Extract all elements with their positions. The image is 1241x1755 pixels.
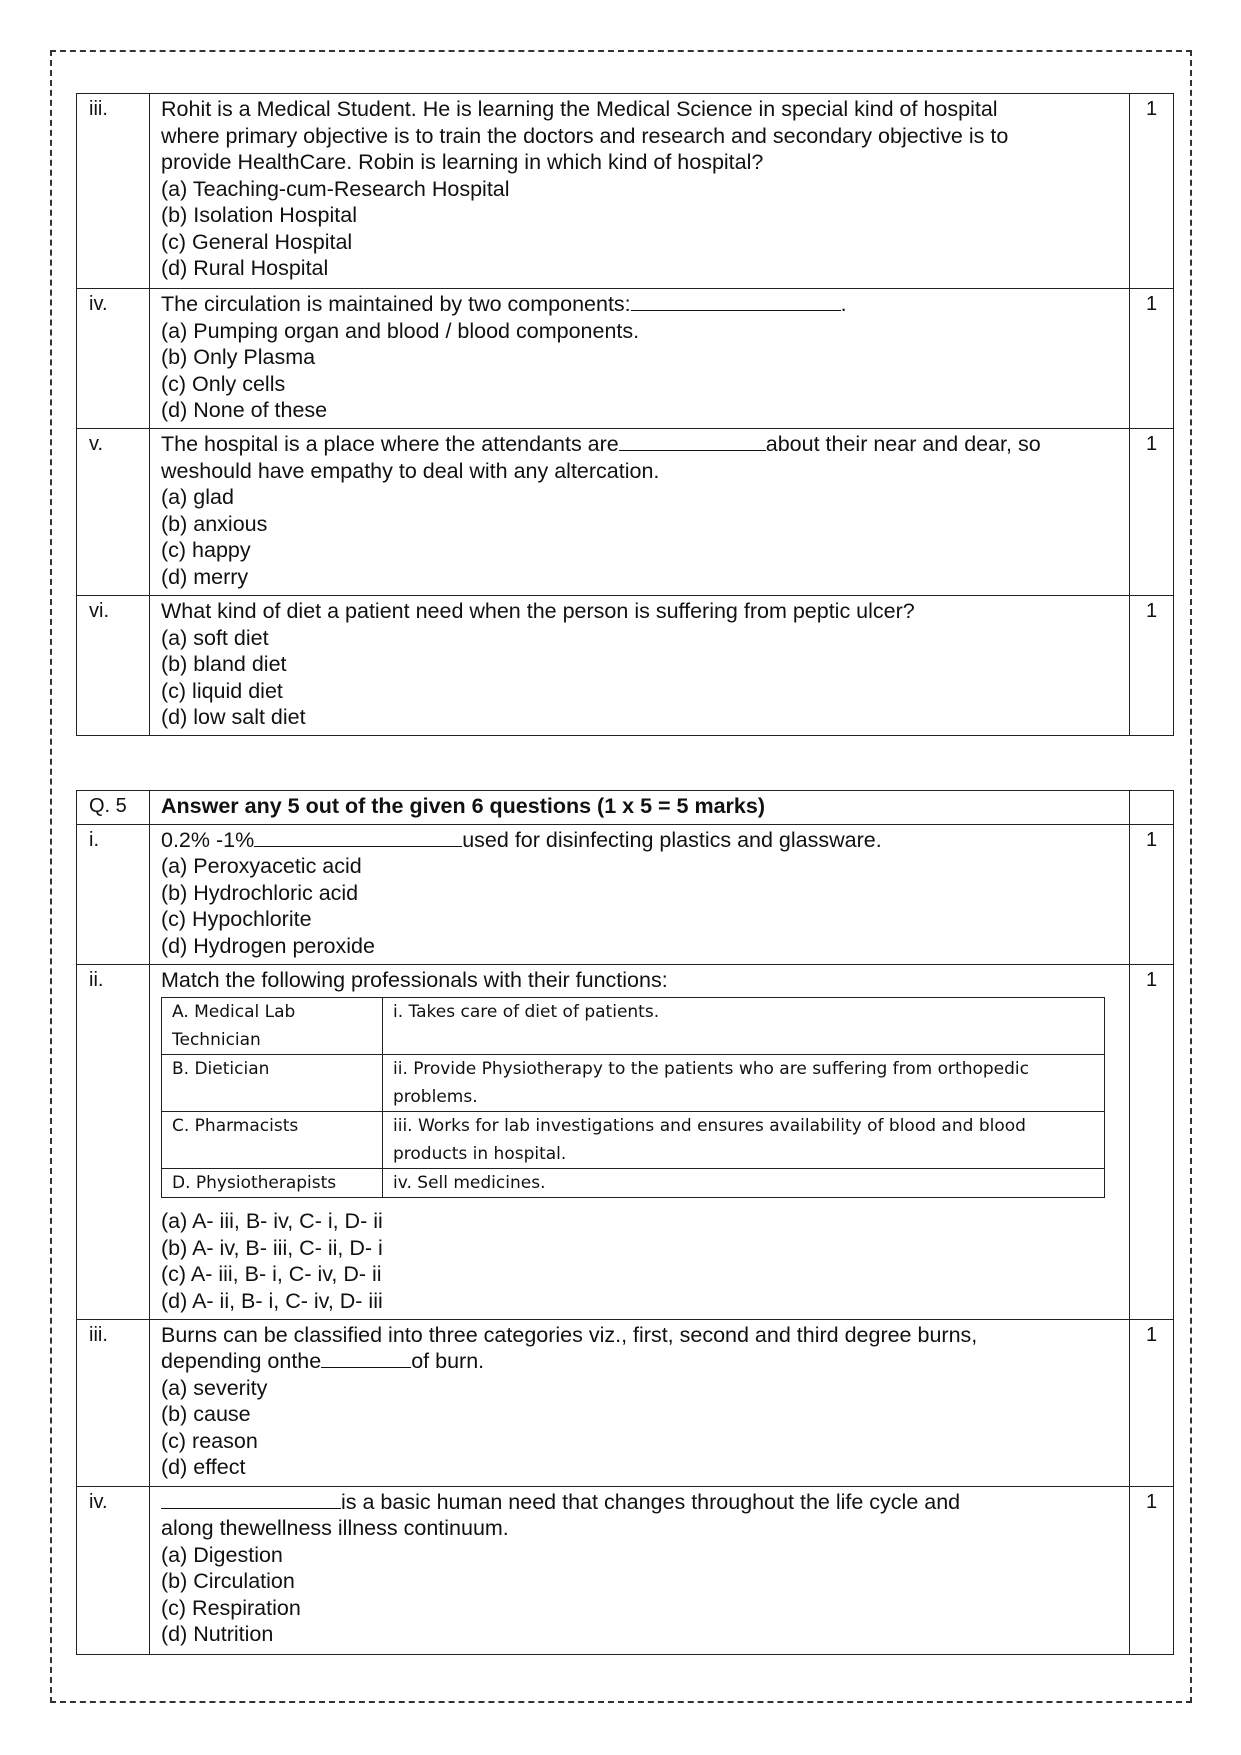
question-text-line <box>161 291 1119 318</box>
answer-option: (a) A- iii, B- iv, C- i, D- ii <box>161 1209 383 1233</box>
question-text: is a basic human need that changes throughout the life cycle and <box>341 1489 961 1514</box>
question-text-line <box>161 827 1119 854</box>
section-heading: Answer any 5 out of the given 6 questions (1 x 5 = 5 marks) <box>150 791 1130 825</box>
match-row <box>162 1112 1105 1169</box>
question-number: iii. <box>77 94 150 289</box>
question-body <box>150 596 1130 736</box>
question-text-line: Burns can be classified into three categories viz., first, second and third degree burns, <box>161 1322 978 1347</box>
question-row <box>77 429 1174 596</box>
answer-blank <box>321 1349 411 1368</box>
question-text: The circulation is maintained by two components: <box>161 292 631 316</box>
answer-option: (b) bland diet <box>161 652 287 676</box>
answer-option: (b) Hydrochloric acid <box>161 880 359 905</box>
match-row <box>162 1055 1105 1112</box>
question-text-line <box>161 1489 1119 1516</box>
question-table-2 <box>76 790 1174 1655</box>
answer-option: (b) Circulation <box>161 1569 295 1593</box>
question-row <box>77 964 1174 1319</box>
answer-option: (d) low salt diet <box>161 705 306 729</box>
answer-option: (d) Nutrition <box>161 1622 274 1646</box>
answer-option: (c) happy <box>161 538 251 562</box>
question-mark: 1 <box>1130 429 1174 596</box>
question-text-line: where primary objective is to train the doctors and research and secondary objective is to <box>161 123 1009 148</box>
answer-option: (d) None of these <box>161 398 328 422</box>
question-mark: 1 <box>1130 596 1174 736</box>
question-text-line <box>161 431 1119 458</box>
question-text: of burn. <box>411 1349 485 1373</box>
question-row <box>77 289 1174 429</box>
answer-blank <box>631 292 841 311</box>
match-row <box>162 1169 1105 1198</box>
question-body <box>150 824 1130 964</box>
question-row <box>77 596 1174 736</box>
match-function: iv. Sell medicines. <box>383 1169 1105 1198</box>
section-mark-cell <box>1130 791 1174 825</box>
answer-option: (c) Respiration <box>161 1595 301 1620</box>
question-number: vi. <box>77 596 150 736</box>
question-row <box>77 94 1174 289</box>
answer-option: (c) reason <box>161 1428 258 1453</box>
answer-blank <box>619 432 766 451</box>
answer-option: (c) A- iii, B- i, C- iv, D- ii <box>161 1262 382 1286</box>
question-mark: 1 <box>1130 289 1174 429</box>
answer-option: (a) Teaching-cum-Research Hospital <box>161 176 510 201</box>
question-number: v. <box>77 429 150 596</box>
answer-option: (a) Peroxyacetic acid <box>161 854 362 878</box>
question-number: iii. <box>77 1319 150 1486</box>
question-mark: 1 <box>1130 824 1174 964</box>
answer-option: (a) glad <box>161 485 234 509</box>
question-text-line: Match the following professionals with their functions: <box>161 967 668 992</box>
section-header-row <box>77 791 1174 825</box>
question-mark: 1 <box>1130 964 1174 1319</box>
question-text: The hospital is a place where the attendants are <box>161 432 619 456</box>
question-text-line <box>161 1348 1119 1375</box>
answer-option: (b) Only Plasma <box>161 345 316 369</box>
answer-option: (a) soft diet <box>161 625 269 650</box>
question-body <box>150 1319 1130 1486</box>
answer-option: (d) merry <box>161 564 249 589</box>
answer-option: (b) anxious <box>161 511 268 536</box>
question-text: . <box>840 292 847 316</box>
question-number: ii. <box>77 964 150 1319</box>
answer-option: (a) Pumping organ and blood / blood components. <box>161 318 640 343</box>
question-body <box>150 429 1130 596</box>
match-function: i. Takes care of diet of patients. <box>383 998 1105 1055</box>
answer-option: (d) A- ii, B- i, C- iv, D- iii <box>161 1288 383 1313</box>
question-number: iv. <box>77 1486 150 1654</box>
answer-option: (c) liquid diet <box>161 678 283 703</box>
question-row <box>77 824 1174 964</box>
answer-option: (d) effect <box>161 1455 246 1479</box>
question-text: used for disinfecting plastics and glassware. <box>462 827 882 852</box>
match-professional: B. Dietician <box>162 1055 383 1112</box>
question-number: iv. <box>77 289 150 429</box>
question-body <box>150 964 1130 1319</box>
match-function: iii. Works for lab investigations and ensures availability of blood and blood products in hospital. <box>383 1112 1105 1169</box>
match-professional: D. Physiotherapists <box>162 1169 383 1198</box>
question-text: about their near and dear, so <box>765 432 1041 456</box>
question-mark: 1 <box>1130 1486 1174 1654</box>
answer-option: (c) Hypochlorite <box>161 907 312 931</box>
answer-blank <box>161 1490 341 1509</box>
question-text-line: along thewellness illness continuum. <box>161 1516 509 1540</box>
answer-option: (c) General Hospital <box>161 229 353 254</box>
question-text-line: provide HealthCare. Robin is learning in which kind of hospital? <box>161 150 764 174</box>
answer-option: (b) Isolation Hospital <box>161 203 357 227</box>
question-number: i. <box>77 824 150 964</box>
match-professional: C. Pharmacists <box>162 1112 383 1169</box>
answer-option: (a) Digestion <box>161 1542 283 1567</box>
answer-blank <box>254 828 462 847</box>
match-table <box>161 997 1105 1198</box>
question-body <box>150 94 1130 289</box>
question-mark: 1 <box>1130 1319 1174 1486</box>
answer-option: (d) Rural Hospital <box>161 256 329 280</box>
question-text-line: Rohit is a Medical Student. He is learning the Medical Science in special kind of hospital <box>161 97 998 121</box>
question-mark: 1 <box>1130 94 1174 289</box>
question-text: 0.2% -1% <box>161 827 255 852</box>
answer-option: (a) severity <box>161 1375 268 1400</box>
answer-option: (b) cause <box>161 1402 251 1426</box>
section-label: Q. 5 <box>77 791 150 825</box>
question-row <box>77 1486 1174 1654</box>
match-function: ii. Provide Physiotherapy to the patients who are suffering from orthopedic problems. <box>383 1055 1105 1112</box>
answer-option: (c) Only cells <box>161 371 286 396</box>
answer-option: (b) A- iv, B- iii, C- ii, D- i <box>161 1235 383 1260</box>
answer-option: (d) Hydrogen peroxide <box>161 933 375 958</box>
question-row <box>77 1319 1174 1486</box>
question-body <box>150 1486 1130 1654</box>
question-body <box>150 289 1130 429</box>
question-table-1 <box>76 93 1174 736</box>
question-text-line: weshould have empathy to deal with any altercation. <box>161 458 660 483</box>
match-row <box>162 998 1105 1055</box>
question-text: depending onthe <box>161 1349 322 1373</box>
question-text-line: What kind of diet a patient need when the person is suffering from peptic ulcer? <box>161 599 915 623</box>
match-professional: A. Medical Lab Technician <box>162 998 383 1055</box>
